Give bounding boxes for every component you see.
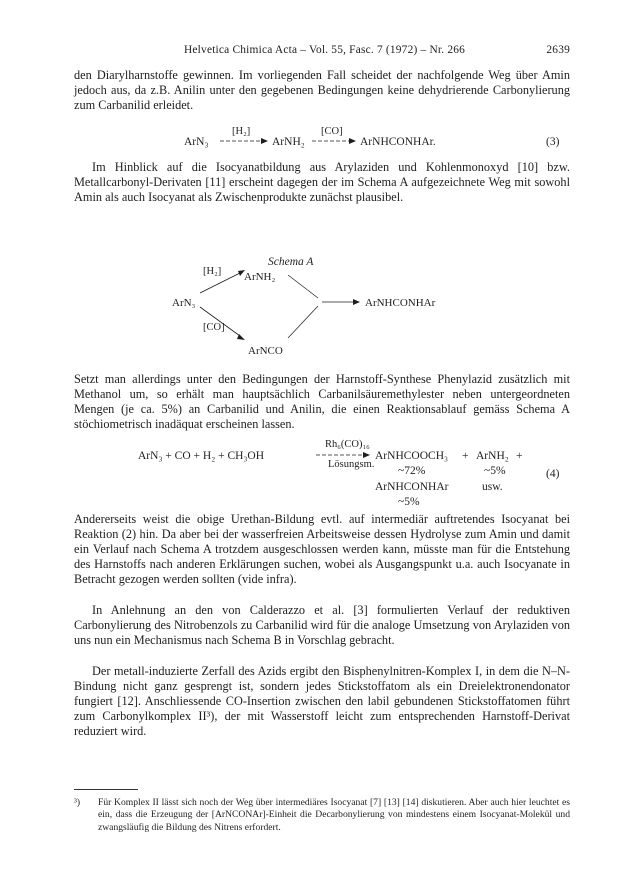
schema-a-azide: ArN₃ <box>172 297 196 309</box>
page-number: 2639 <box>546 44 570 56</box>
eq4-etc: usw. <box>482 481 503 493</box>
eq4-plus-2: + <box>516 450 523 462</box>
running-title: Helvetica Chimica Acta – Vol. 55, Fasc. 7 (1972) – Nr. 266 <box>184 44 466 56</box>
paragraph-6: Der metall-induzierte Zerfall des Azids ergibt den Bisphenylnitren-Komplex I, in dem die N–N-Bindung nicht ganz gesprengt ist, sondern jedes Stickstoffatom als ein Dreielektronendonator fungiert [12]. Anschliessende CO-Insertion zwischen den labil gebundenen Stickstoffatomen führt zum Carbonylkomplex II³), der mit Wasserstoff leicht zum entsprechenden Harnstoff-Derivat reduziert wird. <box>74 664 570 739</box>
eq3-condition-co: [CO] <box>321 126 343 137</box>
footnote-text: Für Komplex II lässt sich noch der Weg über intermediäres Isocyanat [7] [13] [14] diskutieren. Aber auch hier leuchtet es ein, dass die Erzeugung der [ArNCONAr]-Einheit die Decarbonylierung von mindestens einem Isocyanat-Molekül und zwangsläufig die Bildung des Nitrens erfordert. <box>98 797 570 833</box>
eq3-product: ArNHCONHAr. <box>360 136 436 148</box>
paragraph-1: den Diarylharnstoffe gewinnen. Im vorliegenden Fall scheidet der nachfolgende Weg über Amin jedoch aus, da z.B. Anilin unter den gegebenen Bedingungen keine dehydrierende Carbonylierung zum Carbanilid erleidet. <box>74 68 570 113</box>
eq4-catalyst: Rh₆(CO)₁₆ <box>325 439 370 450</box>
schema-a-arrow-azide-to-isocyanate <box>200 307 245 340</box>
schema-a-title: Schema A <box>268 256 314 268</box>
paragraph-2: Im Hinblick auf die Isocyanatbildung aus Arylaziden und Kohlenmonoxyd [10] bzw. Metallcarbonyl-Derivaten [11] erscheint dagegen der im Schema A aufgezeichnete Weg mit sowohl Amin als auch Isocyanat als Zwischenprodukte zunächst plausibel. <box>74 160 570 205</box>
eq4-yield-carbamate: ~72% <box>398 465 426 477</box>
eq4-arrow <box>316 452 370 458</box>
eq4-yield-aniline: ~5% <box>484 465 506 477</box>
schema-a-line-amine-to-junction <box>288 275 318 298</box>
footnote <box>74 797 570 834</box>
schema-a-arrow-azide-to-amine <box>200 270 245 293</box>
schema-a-condition-co: [CO] <box>203 322 225 333</box>
eq4-product-aniline: ArNH₂ <box>476 450 509 462</box>
eq3-condition-h2: [H₂] <box>232 126 251 137</box>
eq4-plus-1: + <box>462 450 469 462</box>
schema-a-product: ArNHCONHAr <box>365 297 436 309</box>
paragraph-3: Setzt man allerdings unter den Bedingungen der Harnstoff-Synthese Phenylazid zusätzlich mit Methanol um, so erhält man hauptsächlich Carbanilsäuremethylester neben untergeordneten Mengen (je ca. 5%) an Carbanilid und Anilin, die einen Reaktionsablauf gemäss Schema A stöchiometrisch inadäquat erscheinen lassen. <box>74 372 570 432</box>
schema-a-condition-h2: [H₂] <box>203 266 222 277</box>
schema-a-isocyanate: ArNCO <box>248 345 283 357</box>
schema-a-line-isocyanate-to-junction <box>288 306 318 338</box>
eq4-solvent: Lösungsm. <box>328 459 375 470</box>
eq3-arrow-2 <box>312 138 356 144</box>
schema-a-amine: ArNH₂ <box>244 271 276 283</box>
schema-a-arrow-to-product <box>322 299 360 305</box>
eq3-arrow-1 <box>220 138 268 144</box>
paragraph-4: Andererseits weist die obige Urethan-Bildung evtl. auf intermediär auftretendes Isocyanat bei Reaktion (2) hin. Da aber bei der wasserfreien Arbeitsweise dessen Hydrolyse zum Amin und damit ein Verlauf nach Schema A trotzdem ausgeschlossen werden kann, müsste man für die Entstehung des Harnstoffs nach anderen Erklärungen suchen, wobei als Ausgangspunkt u.a. auch Isocyanate in Betracht gezogen werden sollten (vide infra). <box>74 512 570 587</box>
paragraph-5: In Anlehnung an den von Calderazzo et al. [3] formulierten Verlauf der reduktiven Carbonylierung des Nitrobenzols zu Carbanilid wird für die analoge Umsetzung von Arylaziden von uns nun ein Mechanismus nach Schema B in Vorschlag gebracht. <box>74 603 570 648</box>
eq3-number: (3) <box>546 136 560 148</box>
eq4-product-carbamate: ArNHCOOCH₃ <box>375 450 449 462</box>
footnote-rule <box>74 789 138 790</box>
eq3-reactant: ArN₃ <box>184 136 209 148</box>
eq4-yield-urea: ~5% <box>398 496 420 508</box>
footnote-mark: ³) <box>74 797 81 808</box>
eq4-product-urea: ArNHCONHAr <box>375 481 449 493</box>
eq3-intermediate: ArNH₂ <box>272 136 305 148</box>
eq4-number: (4) <box>546 468 560 480</box>
eq4-reactants: ArN₃ + CO + H₂ + CH₃OH <box>138 450 265 462</box>
